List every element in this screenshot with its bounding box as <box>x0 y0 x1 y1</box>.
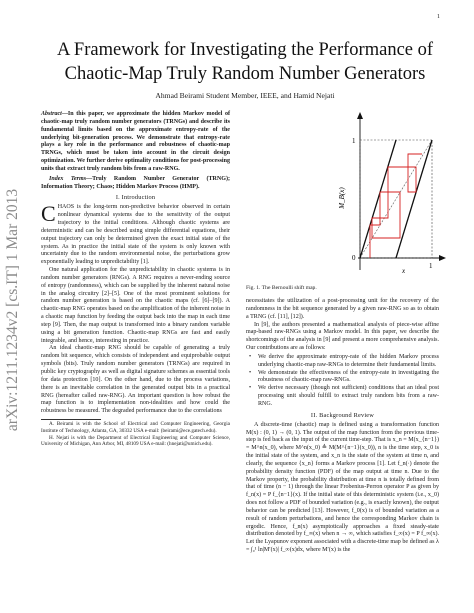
right-paragraph-2: In [9], the authors presented a mathematical analysis of piece-wise affine map-based raw-RNGs using a Markov model. In this paper, we describe the shortcomings of the analysis in [9] and present a more comprehensive analysis. Our contributions are as follows: <box>246 321 439 352</box>
identity-line <box>360 140 432 258</box>
authors: Ahmad Beirami Student Member, IEEE, and Hamid Nejati <box>155 91 335 100</box>
y-tick-top: 1 <box>352 137 356 145</box>
left-column <box>41 111 230 448</box>
abstract-label: Abstract <box>41 111 62 117</box>
section-1-heading: I. Introduction <box>115 194 156 202</box>
x-axis-label: x <box>402 267 406 275</box>
title-line-2: Chaotic-Map Truly Random Number Generators <box>64 64 426 84</box>
paper-title <box>30 38 460 86</box>
map-branch-1 <box>360 140 396 258</box>
y-axis-arrow <box>357 112 363 119</box>
intro-paragraph-3: An ideal chaotic-map RNG should be capable of generating a truly random bit sequence, which consists of independent and equiprobable output symbols (bits). Truly random number generators (TRNGs) are required in public key cryptography as well as digital signature schemes as essential tools for data protection [10]. On the other hand, due to the process variations, there is an inevitable correlation in the generated output bits in a practical RNG (hereafter called raw-RNG). An important question is how robust the map function is to implementation non-idealities and how could the robustness be measured. The degraded performance due to the correlations <box>41 345 230 415</box>
map-branch-2 <box>396 140 432 258</box>
contribution-item: • We derive necessary (though not sufficient) conditions that an ideal post processing unit should fulfill to extract truly random bits from a raw-RNG. <box>246 385 439 409</box>
title-line-1: A Framework for Investigating the Performance of <box>56 40 434 60</box>
figure-bernoulli-map <box>330 110 450 275</box>
footnote-rule <box>41 419 101 420</box>
abstract-text: —In this paper, we approximate the hidden Markov model of chaotic-map truly random number generators (TRNGs) and describe its fundamental limits based on the approximate entropy-rate of the underlying bit-generation process. We demonstrate that entropy-rate plays a key role in the performance and robustness of chaotic-map TRNGs, which must be taken into account in the circuit design optimization. We further derive optimality conditions for post-processing units that extract truly random bits from a raw-RNG. <box>41 111 230 172</box>
contribution-item: • We demonstrate the effectiveness of the entropy-rate in investigating the robustness of chaotic-map raw-RNGs. <box>246 370 439 386</box>
intro-paragraph-1-text: HAOS is the long-term non-predictive behavior observed in certain nonlinear dynamical systems due to the sensitivity of the output trajectory to the initial conditions. Although chaotic systems are deterministic and can be described using simple differential equations, their output trajectory can only be determined given the exact initial state of the system. As in practice the initial state of the system is only known with uncertainty due to the random environmental noise, the perturbations grow exponentially leading to unpredictability [1]. <box>41 204 230 266</box>
right-column <box>246 298 439 555</box>
abstract <box>41 111 230 174</box>
index-terms <box>41 176 230 192</box>
arxiv-stamp <box>2 170 22 450</box>
footnote-1: A. Beirami is with the School of Electrical and Computer Engineering, Georgia Institute of Technology, Atlanta, GA, 30332 USA e-mail: (beirami@ece.gatech.edu). <box>41 421 230 434</box>
figure-caption: Fig. 1. The Bernoulli shift map. <box>246 285 317 291</box>
section-2-heading: II. Background Review <box>310 411 375 419</box>
page-number: 1 <box>437 14 440 20</box>
arxiv-stamp-text: arXiv:1211.1234v2 [cs.IT] 1 Mar 2013 <box>4 188 21 432</box>
intro-paragraph-2: One natural application for the unpredictability in chaotic systems is in random number generators (RNGs). A RNG requires a never-ending source of entropy (randomness), which can be supplied by the inherent natural noise in the analog circuitry [2]–[5]. One of the most prominent solutions for random number generation is based on the chaotic maps (cf. [6]–[9]). A chaotic-map RNG operates based on the amplification of the inherent noise in a chaotic map function by feeding the output back into the map in each time step [9]. Then, the map output is transformed into a binary random variable using a bit generation function. Chaotic-map RNGs are fast and easily integrable, and hence, interesting in practice. <box>41 267 230 344</box>
y-tick-zero: 0 <box>352 254 356 262</box>
right-paragraph-1: necessitates the utilization of a post-processing unit for the recovery of the randomness in the bit sequence generated by a given raw-RNG so as to obtain a TRNG (cf. [11], [12]). <box>246 298 439 320</box>
x-tick-one: 1 <box>429 262 433 270</box>
contribution-item: • We derive the approximate entropy-rate of the hidden Markov process underlying chaotic-map raw-RNGs to determine their fundamental limits. <box>246 354 439 370</box>
intro-paragraph-1 <box>41 201 230 267</box>
x-axis-arrow <box>439 255 446 261</box>
index-terms-label: Index Terms <box>49 175 87 182</box>
contributions-list <box>246 354 439 409</box>
dropcap: C <box>41 201 56 227</box>
y-axis-label: M_B(x) <box>338 187 346 209</box>
footnote-2: H. Nejati is with the Department of Electrical Engineering and Computer Science, University of Michigan, Ann Arbor, MI, 48109 USA e-mail: (hnejati@umich.edu). <box>41 434 230 448</box>
background-paragraph-1: A discrete-time (chaotic) map is defined using a transformation function M(x) : (0, 1) → (0, 1). The output of the map function from the previous time-step is fed back as the input of the current time-step. That is x_n = M(x_{n−1}) = M^n(x_0), where M^n(x_0) ≜ M(M^{n−1}(x_0)), n is the time step, x_0 is the initial state of the system, and x_n is the state of the system at time n, and clearly, the sequence {x_n} forms a Markov process [1]. Let f_n(·) denote the probability density function (PDF) of the map output at time n. Due to the Markov property, the probability distribution at time n is totally defined from that of time (n − 1) through the linear Frobenius-Perron operator P as given by f_n(x) = P f_{n−1}(x). If the initial state of this deterministic system (i.e., x_0) does not follow a PDF of bounded variation (e.g., is exactly known), the output behavior can be predicted [13]. However, f_0(x) is of bounded variation as a result of random perturbations, and hence the corresponding Markov chain is ergodic. Hence, f_n(x) asymptotically approaches a fixed steady-state distribution denoted by f_∞(x) when n → ∞, which satisfies f_∞(x) = P f_∞(x). Let the Lyapunov exponent associated with a discrete-time map be defined as λ = ∫₀¹ ln|M′(x)| f_∞(x)dx, where M′(x) is the <box>246 421 439 554</box>
index-terms-text: —Truly Random Number Generator (TRNG); Information Theory; Chaos; Hidden Markov Process (HMP). <box>41 175 230 190</box>
cobweb-trajectory <box>370 154 422 258</box>
